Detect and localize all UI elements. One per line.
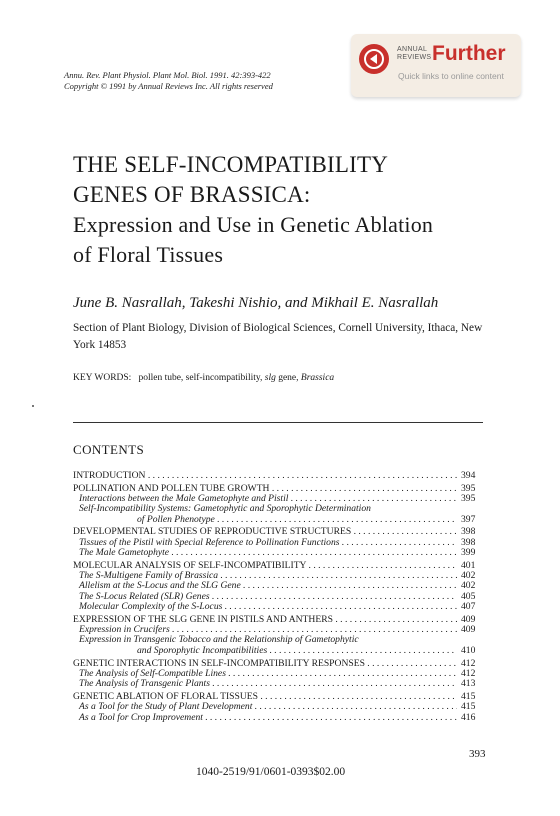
toc-entry-page: 416: [461, 711, 476, 723]
toc-entry-title: of Pollen Phenotype . . .: [73, 515, 457, 525]
toc-entry[interactable]: [73, 646, 487, 656]
toc-entry[interactable]: [73, 635, 487, 645]
toc-entry-title: As a Tool for the Study of Plant Development . . .: [73, 702, 457, 712]
toc-entry[interactable]: [73, 592, 487, 602]
badge-reviews-label: REVIEWS: [397, 54, 432, 61]
page-number: 393: [469, 748, 486, 760]
toc-entry-title: Tissues of the Pistil with Special Reference to Pollination Functions . . .: [73, 538, 457, 548]
badge-annual-label: ANNUAL: [397, 46, 428, 53]
toc-entry-title: Molecular Complexity of the S-Locus . . .: [73, 602, 457, 612]
toc-entry-title: EXPRESSION OF THE SLG GENE IN PISTILS AND ANTHERS . . .: [73, 615, 457, 625]
toc-entry[interactable]: [73, 713, 487, 723]
toc-entry-page: 402: [461, 570, 476, 582]
margin-speck: [32, 405, 34, 407]
toc-entry[interactable]: [73, 571, 487, 581]
annual-reviews-logo-icon: [359, 44, 389, 74]
toc-entry-title: Expression in Transgenic Tobacco and the Relationship of Gametophytic: [79, 635, 359, 646]
toc-entry[interactable]: [73, 471, 487, 481]
toc-entry-page: 415: [461, 690, 476, 702]
toc-entry[interactable]: [73, 659, 487, 669]
toc-entry[interactable]: [73, 581, 487, 591]
journal-line-2: Copyright © 1991 by Annual Reviews Inc. All rights reserved: [64, 81, 273, 91]
keywords-terms: pollen tube, self-incompatibility,: [138, 373, 265, 383]
keywords: [73, 373, 334, 383]
toc-entry-title: Allelism at the S-Locus and the SLG Gene . . .: [73, 581, 457, 591]
toc-entry[interactable]: [73, 625, 487, 635]
toc-entry-page: 395: [461, 482, 476, 494]
keywords-slg: slg: [264, 373, 276, 383]
annual-reviews-further-badge[interactable]: [351, 34, 521, 97]
badge-quick-links-text: Quick links to online content: [398, 71, 504, 81]
toc-entry-title: INTRODUCTION . . .: [73, 471, 457, 481]
article-title: [73, 150, 433, 270]
toc-entry-page: 395: [461, 493, 476, 505]
toc-entry[interactable]: [73, 484, 487, 494]
toc-entry-page: 397: [461, 513, 476, 525]
toc-entry-title: GENETIC INTERACTIONS IN SELF-INCOMPATIBILITY RESPONSES . . .: [73, 659, 457, 669]
toc-entry[interactable]: [73, 515, 487, 525]
title-line-1: THE SELF-INCOMPATIBILITY: [73, 152, 389, 177]
toc-entry-page: 398: [461, 526, 476, 538]
keywords-label: KEY WORDS:: [73, 373, 132, 383]
toc-entry-title: The Analysis of Self-Compatible Lines . . .: [73, 669, 457, 679]
keywords-brassica: Brassica: [300, 373, 335, 383]
toc-entry[interactable]: [73, 692, 487, 702]
toc-entry[interactable]: [73, 702, 487, 712]
toc-entry-page: 412: [461, 657, 476, 669]
toc-entry[interactable]: [73, 602, 487, 612]
toc-entry-page: 413: [461, 678, 476, 690]
toc-entry-title: POLLINATION AND POLLEN TUBE GROWTH . . .: [73, 484, 457, 494]
affiliation: Section of Plant Biology, Division of Biological Sciences, Cornell University, Ithaca, New York 14853: [73, 322, 483, 351]
toc-entry-title: The S-Multigene Family of Brassica . . .: [73, 571, 457, 581]
toc-entry[interactable]: [73, 494, 487, 504]
toc-entry-title: As a Tool for Crop Improvement . . .: [73, 713, 457, 723]
table-of-contents: [73, 471, 487, 723]
toc-entry-page: 410: [461, 644, 476, 656]
toc-entry-page: 412: [461, 667, 476, 679]
authors: June B. Nasrallah, Takeshi Nishio, and Mikhail E. Nasrallah: [73, 295, 439, 311]
toc-entry-page: 409: [461, 624, 476, 636]
toc-entry-title: The Analysis of Transgenic Plants . . .: [73, 679, 457, 689]
title-line-3: Expression and Use in Genetic Ablation: [73, 212, 434, 237]
toc-entry[interactable]: [73, 615, 487, 625]
toc-entry-page: 398: [461, 536, 476, 548]
toc-entry-page: 405: [461, 590, 476, 602]
badge-annual-reviews-text: [397, 46, 431, 62]
journal-citation: [64, 70, 273, 92]
keywords-gene: gene,: [275, 373, 301, 383]
toc-entry-page: 399: [461, 547, 476, 559]
toc-entry-title: and Sporophytic Incompatibilities . . .: [73, 646, 457, 656]
toc-entry[interactable]: [73, 504, 487, 514]
toc-entry-title: The Male Gametophyte . . .: [73, 548, 457, 558]
toc-entry-page: 402: [461, 580, 476, 592]
toc-entry-title: Interactions between the Male Gametophyte and Pistil . . .: [73, 494, 457, 504]
toc-entry-page: 415: [461, 701, 476, 713]
title-line-2: GENES OF BRASSICA:: [73, 182, 311, 207]
badge-further-label: Further: [432, 42, 506, 65]
toc-entry[interactable]: [73, 527, 487, 537]
toc-entry[interactable]: [73, 561, 487, 571]
toc-entry-title: Expression in Crucifers . . .: [73, 625, 457, 635]
toc-entry-title: The S-Locus Related (SLR) Genes . . .: [73, 592, 457, 602]
toc-entry-page: 407: [461, 601, 476, 613]
toc-entry[interactable]: [73, 538, 487, 548]
toc-entry-page: 401: [461, 559, 476, 571]
contents-heading: CONTENTS: [73, 442, 145, 457]
price-line: 1040-2519/91/0601-0393$02.00: [196, 766, 346, 778]
toc-entry[interactable]: [73, 679, 487, 689]
toc-entry-page: 394: [461, 470, 476, 481]
toc-entry-page: 409: [461, 613, 476, 625]
toc-entry[interactable]: [73, 669, 487, 679]
section-divider: [73, 422, 483, 423]
journal-line-1: Annu. Rev. Plant Physiol. Plant Mol. Biol. 1991. 42:393-422: [64, 70, 271, 80]
title-line-4: of Floral Tissues: [73, 242, 224, 267]
toc-entry-title: Self-Incompatibility Systems: Gametophytic and Sporophytic Determination: [79, 504, 371, 515]
toc-entry[interactable]: [73, 548, 487, 558]
toc-entry-title: DEVELOPMENTAL STUDIES OF REPRODUCTIVE STRUCTURES . . .: [73, 527, 457, 537]
toc-entry-title: GENETIC ABLATION OF FLORAL TISSUES . . .: [73, 692, 457, 702]
toc-entry-title: MOLECULAR ANALYSIS OF SELF-INCOMPATIBILITY . . .: [73, 561, 457, 571]
